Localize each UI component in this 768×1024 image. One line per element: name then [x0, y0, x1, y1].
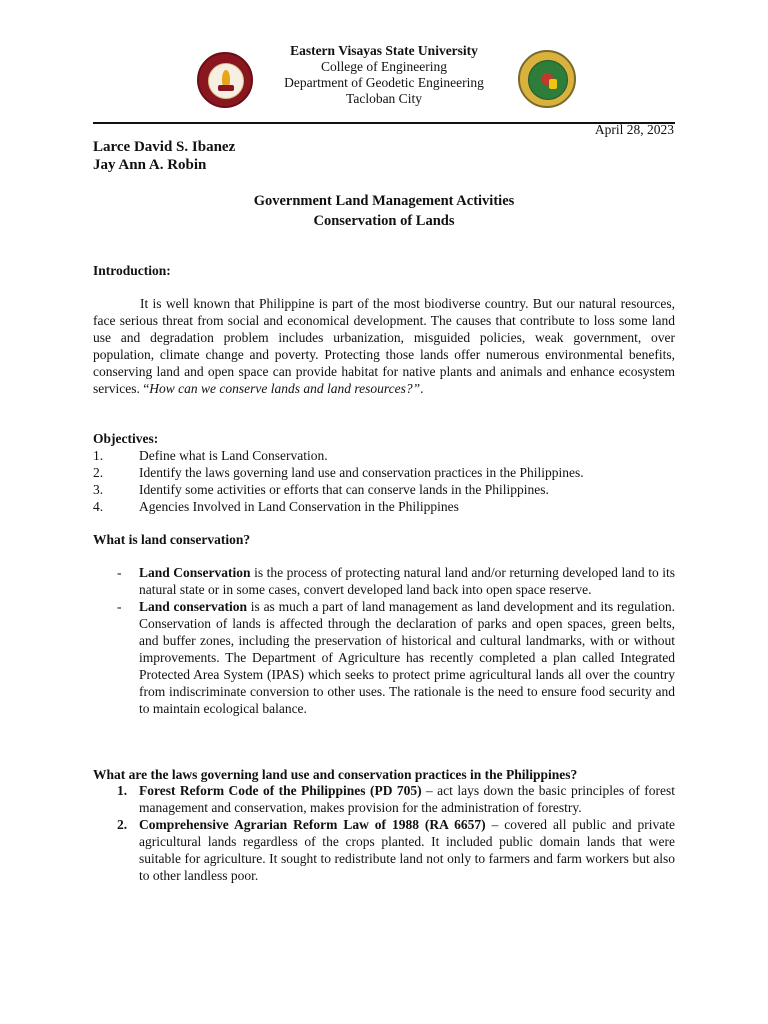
list-item: 2. Identify the laws governing land use and conservation practices in the Philippines. [93, 465, 584, 480]
document-date: April 28, 2023 [594, 122, 674, 137]
document-title: Government Land Management Activities [253, 193, 515, 209]
laws-list [93, 782, 675, 884]
list-item: - Land Conservation is the process of protecting natural land and/or returning developed land to its natural state or in some cases, convert developed land back into open space reserve. [117, 565, 675, 597]
list-item: 4. Agencies Involved in Land Conservation in the Philippines [93, 499, 459, 514]
author-name: Jay Ann A. Robin [93, 157, 207, 173]
header-divider [93, 122, 675, 124]
list-item: - Land conservation is as much a part of land management as land development and its regulation. Conservation of lands is affected through the declaration of parks and open spaces, green belts, and buffer zones, including the preservation of historical and cultural landmarks, with or without improvements. The Department of Agriculture has recently completed a plan called Integrated Protected Area System (IPAS) which seeks to protect prime agricultural lands all over the country from indiscriminate conversion to other uses. The rationale is the need to ensure food security and to maintain ecological balance. [117, 599, 675, 716]
what-is-list [93, 564, 675, 717]
list-item: 1. Define what is Land Conservation. [93, 448, 328, 463]
introduction-question: How can we conserve lands and land resources?” [149, 381, 421, 396]
list-item: 2. Comprehensive Agrarian Reform Law of 1988 (RA 6657) – covered all public and private agricultural lands regardless of the crops planted. It included public domain lands that were suitable for agriculture. It sought to redistribute land not only to farmers and farm workers but also to other landless poor. [117, 817, 676, 883]
objectives-list [93, 447, 675, 515]
college-name: College of Engineering [321, 59, 447, 74]
what-is-heading: What is land conservation? [93, 532, 251, 547]
introduction-heading: Introduction: [93, 263, 171, 278]
introduction-end: . [420, 381, 424, 396]
laws-heading: What are the laws governing land use and conservation practices in the Philippines? [93, 767, 578, 782]
city-name: Tacloban City [346, 91, 422, 106]
introduction-paragraph [93, 295, 675, 397]
objectives-heading: Objectives: [93, 431, 159, 446]
introduction-text: It is well known that Philippine is part of the most biodiverse country. But our natural resources, face serious threat from social and economical development. The causes that contribute to loss some land use and degradation problem includes urbanization, misguided policies, weak government, over population, climate change and poverty. Protecting those lands offer numerous environmental benefits, conserving land and open space can provide habitat for native plants and animals and enhance ecosystem services. “ [93, 296, 675, 396]
university-name: Eastern Visayas State University [290, 43, 478, 58]
list-item: 3. Identify some activities or efforts that can conserve lands in the Philippines. [93, 482, 549, 497]
author-name: Larce David S. Ibanez [93, 139, 236, 155]
department-name: Department of Geodetic Engineering [284, 75, 484, 90]
list-item: 1. Forest Reform Code of the Philippines (PD 705) – act lays down the basic principles of forest management and conservation, makes provision for the administration of forestry. [117, 783, 675, 815]
document-subtitle: Conservation of Lands [313, 213, 455, 229]
